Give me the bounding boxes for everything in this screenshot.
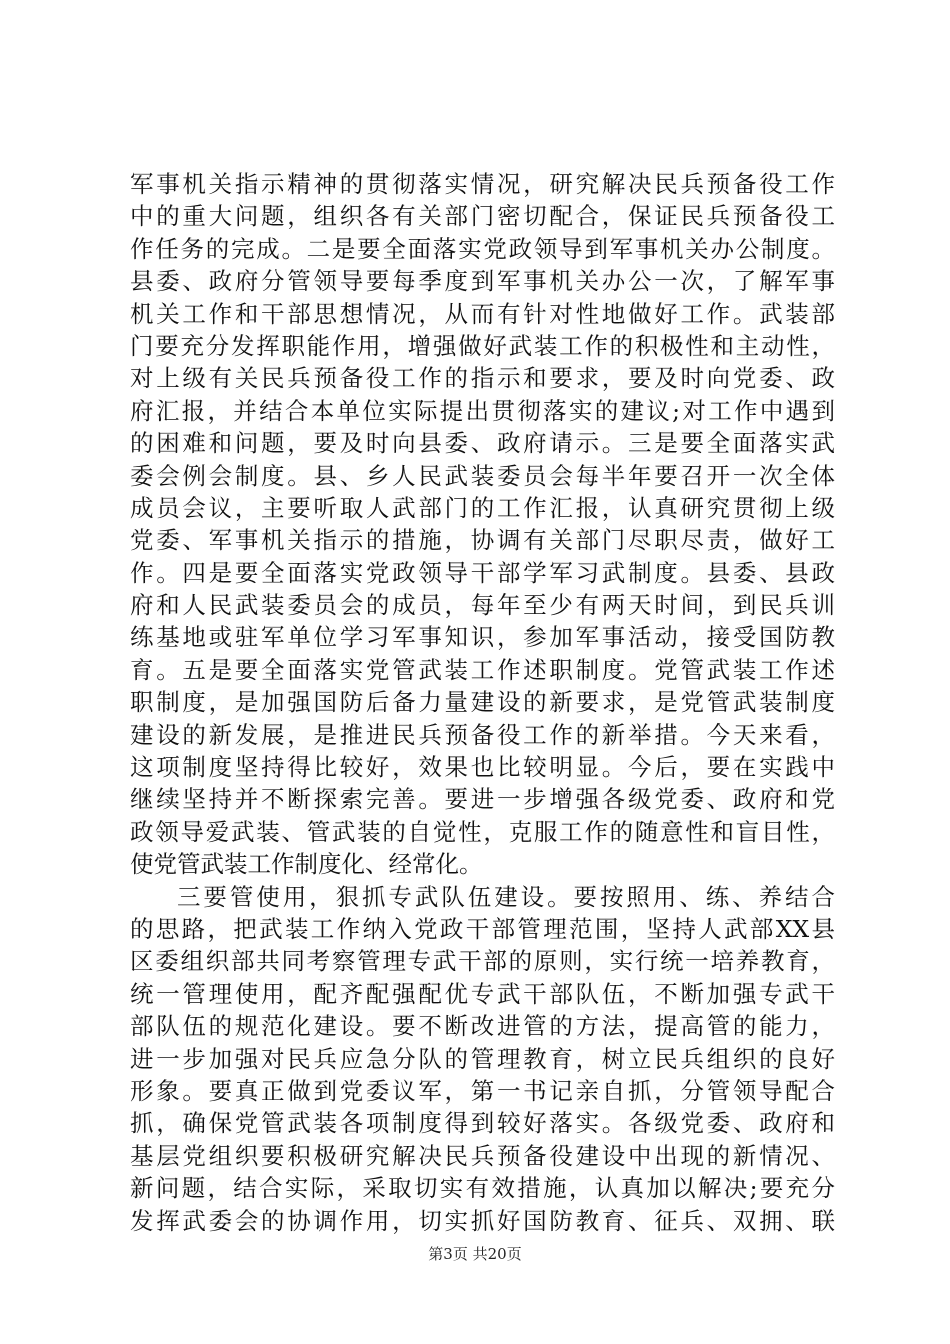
text-line: 基层党组织要积极研究解决民兵预备役建设中出现的新情况、 — [130, 1141, 835, 1170]
text-line: 的困难和问题，要及时向县委、政府请示。三是要全面落实武 — [130, 429, 835, 458]
text-line: 形象。要真正做到党委议军，第一书记亲自抓，分管领导配合 — [130, 1076, 835, 1105]
text-line: 新问题，结合实际，采取切实有效措施，认真加以解决;要充分 — [130, 1174, 835, 1203]
text-line: 发挥武委会的协调作用，切实抓好国防教育、征兵、双拥、联 — [130, 1206, 835, 1235]
paragraph-end-line: 使党管武装工作制度化、经常化。 — [130, 850, 483, 879]
text-line: 机关工作和干部思想情况，从而有针对性地做好工作。武装部 — [130, 299, 835, 328]
text-line: 建设的新发展，是推进民兵预备役工作的新举措。今天来看， — [130, 720, 835, 749]
text-line: 作。四是要全面落实党政领导干部学军习武制度。县委、县政 — [130, 558, 835, 587]
text-line: 继续坚持并不断探索完善。要进一步增强各级党委、政府和党 — [130, 785, 835, 814]
text-line: 进一步加强对民兵应急分队的管理教育，树立民兵组织的良好 — [130, 1044, 835, 1073]
text-line: 府和人民武装委员会的成员，每年至少有两天时间，到民兵训 — [130, 591, 835, 620]
text-line: 对上级有关民兵预备役工作的指示和要求，要及时向党委、政 — [130, 364, 835, 393]
text-line: 这项制度坚持得比较好，效果也比较明显。今后，要在实践中 — [130, 753, 835, 782]
text-line: 作任务的完成。二是要全面落实党政领导到军事机关办公制度。 — [130, 234, 835, 263]
text-line: 的思路，把武装工作纳入党政干部管理范围，坚持人武部XX县 — [130, 914, 835, 943]
text-line: 军事机关指示精神的贯彻落实情况，研究解决民兵预备役工作 — [130, 170, 835, 198]
text-line: 委会例会制度。县、乡人民武装委员会每半年要召开一次全体 — [130, 461, 835, 490]
text-line: 党委、军事机关指示的措施，协调有关部门尽职尽责，做好工 — [130, 526, 835, 555]
text-line: 成员会议，主要听取人武部门的工作汇报，认真研究贯彻上级 — [130, 493, 835, 522]
text-line: 育。五是要全面落实党管武装工作述职制度。党管武装工作述 — [130, 655, 835, 684]
text-line: 抓，确保党管武装各项制度得到较好落实。各级党委、政府和 — [130, 1109, 835, 1138]
text-line: 中的重大问题，组织各有关部门密切配合，保证民兵预备役工 — [130, 202, 835, 231]
paragraph-start-line: 三要管使用，狠抓专武队伍建设。要按照用、练、养结合 — [177, 882, 835, 911]
text-line: 府汇报，并结合本单位实际提出贯彻落实的建议;对工作中遇到 — [130, 396, 835, 425]
text-line: 县委、政府分管领导要每季度到军事机关办公一次，了解军事 — [130, 267, 835, 296]
text-line: 职制度，是加强国防后备力量建设的新要求，是党管武装制度 — [130, 688, 835, 717]
page-number-footer: 第3页 共20页 — [428, 1245, 522, 1263]
text-line: 练基地或驻军单位学习军事知识，参加军事活动，接受国防教 — [130, 623, 835, 652]
text-line: 统一管理使用，配齐配强配优专武干部队伍，不断加强专武干 — [130, 979, 835, 1008]
text-line: 部队伍的规范化建设。要不断改进管的方法，提高管的能力， — [130, 1012, 835, 1041]
body-text — [130, 168, 835, 1237]
text-line: 政领导爱武装、管武装的自觉性，克服工作的随意性和盲目性， — [130, 817, 835, 846]
text-line: 区委组织部共同考察管理专武干部的原则，实行统一培养教育， — [130, 947, 835, 976]
text-line: 门要充分发挥职能作用，增强做好武装工作的积极性和主动性， — [130, 331, 835, 360]
